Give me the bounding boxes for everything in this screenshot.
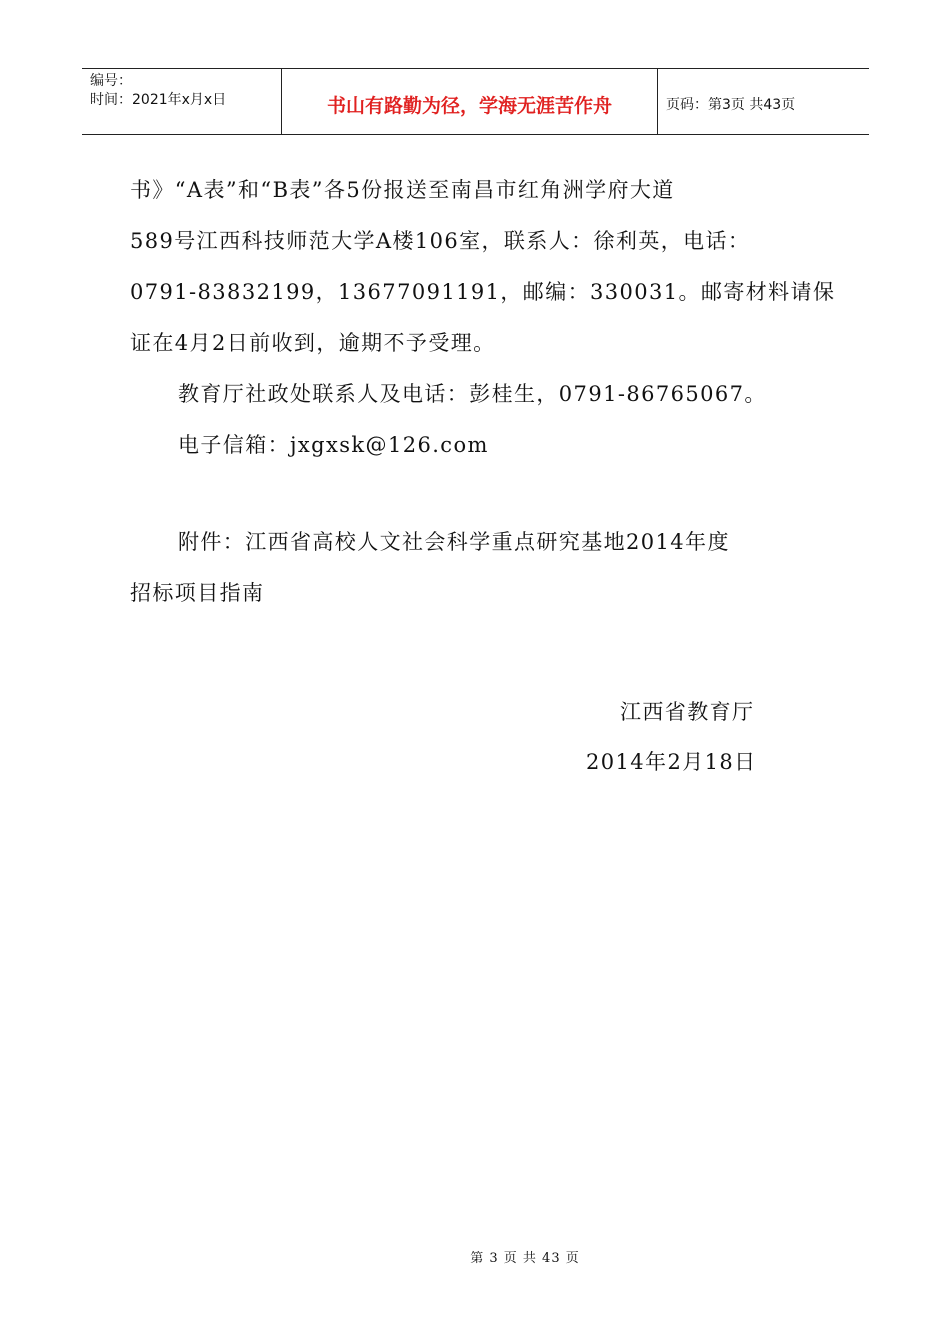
submission-paragraph: [130, 165, 836, 369]
paragraph-line: 书》“A表”和“B表”各5份报送至南昌市红角洲学府大道: [130, 178, 675, 202]
paragraph-line: 0791-83832199，13677091191，邮编：330031。邮寄材料请保: [130, 280, 836, 304]
page-footer: 第 3 页 共 43 页: [470, 1251, 580, 1266]
signature-organization: 江西省教育厅: [620, 700, 755, 724]
email-line: [178, 420, 878, 471]
document-header: [82, 68, 869, 135]
signature-date: 2014年2月18日: [586, 750, 757, 774]
email-text: 电子信箱：jxgxsk@126.com: [178, 433, 489, 457]
paragraph-line: 589号江西科技师范大学A楼106室，联系人：徐利英，电话：: [130, 229, 751, 253]
paragraph-line: 证在4月2日前收到，逾期不予受理。: [130, 331, 496, 355]
attachment-line: 招标项目指南: [130, 581, 265, 605]
attachment-line: 附件：江西省高校人文社会科学重点研究基地2014年度: [178, 530, 730, 554]
serial-label: 编号：: [90, 73, 132, 89]
header-motto: 书山有路勤为径，学海无涯苦作舟: [282, 69, 658, 134]
time-label: 时间：2021年x月x日: [90, 92, 227, 108]
attachment-paragraph: [130, 517, 830, 619]
contact-text: 教育厅社政处联系人及电话：彭桂生，0791-86765067。: [178, 382, 767, 406]
contact-line: [178, 369, 878, 420]
header-page-label: 页码：第3页 共43页: [666, 96, 796, 113]
header-meta-cell: [82, 69, 282, 134]
